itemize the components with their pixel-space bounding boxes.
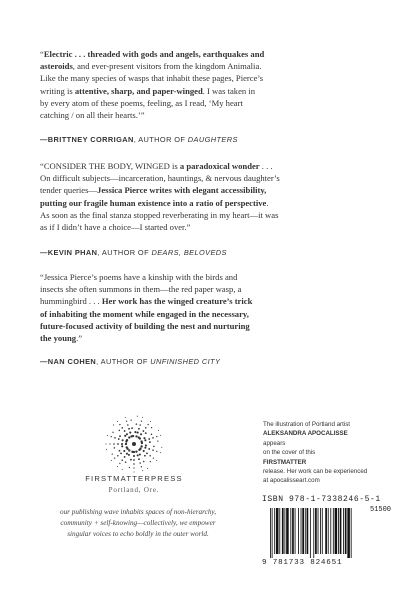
press-name: FIRSTMATTERPRESS	[85, 474, 183, 483]
text-segment: FIRSTMATTER	[263, 458, 307, 466]
logo-dot	[132, 435, 134, 437]
logo-dot	[133, 463, 135, 465]
attribution-brittney-corrigan	[40, 135, 238, 144]
logo-dot	[143, 450, 145, 452]
cover-illustration-credit	[263, 420, 391, 486]
barcode-digits: 9 781733 824651	[262, 559, 343, 567]
text-segment: . I was taken in	[202, 85, 256, 96]
text-segment: as if I didn’t have a choice—I started over.”	[40, 222, 191, 233]
logo-dot	[130, 420, 131, 421]
logo-dot	[126, 439, 128, 441]
logo-dot	[151, 427, 152, 428]
logo-dot	[124, 435, 126, 437]
logo-dot	[128, 454, 130, 456]
logo-dot	[150, 421, 151, 422]
text-segment: future-focused activity of building the nest and nurturing	[40, 320, 250, 331]
barcode-bar	[313, 508, 314, 558]
text-segment: on the cover of this	[263, 449, 316, 457]
text-segment: appears	[263, 439, 286, 447]
logo-dot	[142, 430, 144, 432]
logo-dot	[152, 449, 154, 451]
logo-dot	[112, 432, 113, 433]
text-segment: Like the many species of wasps that inhabit these pages, Pierce’s	[40, 73, 264, 84]
barcode-bar	[318, 508, 319, 554]
attribution-nan-cohen	[40, 357, 220, 366]
text-segment: , and ever-present visitors from the kingdom Animalia.	[72, 61, 262, 72]
logo-dot	[157, 440, 158, 441]
barcode-bar	[335, 508, 338, 554]
logo-dot	[144, 455, 146, 457]
logo-dot	[114, 437, 116, 439]
logo-dot	[140, 445, 142, 447]
barcode-bar	[292, 508, 294, 554]
logo-dot	[121, 459, 123, 461]
text-segment: by every atom of these poems, feeling, as I read, ‘My heart	[40, 97, 243, 108]
logo-dot	[156, 436, 157, 437]
barcode-bar	[305, 508, 306, 554]
logo-dot	[119, 424, 120, 425]
text-segment: .”	[76, 333, 83, 344]
barcode-bar	[284, 508, 285, 554]
blurb-brittney-corrigan	[40, 48, 390, 121]
logo-dot	[142, 470, 143, 471]
text-segment: release. Her work can be experienced	[263, 468, 368, 476]
barcode-bar	[298, 508, 299, 554]
logo-dot	[135, 450, 137, 452]
logo-dot	[126, 433, 128, 435]
text-line	[263, 448, 391, 467]
text-segment: insects she often summons in them—the red paper wasp, a	[40, 284, 242, 295]
barcode-bar	[330, 508, 331, 554]
barcode-bar	[290, 508, 291, 554]
barcode-bar	[301, 508, 302, 554]
logo-dot	[124, 430, 126, 432]
logo-dot	[122, 439, 124, 441]
logo-dot	[147, 468, 148, 469]
isbn-number: ISBN 978-1-7338246-5-1	[262, 495, 381, 504]
barcode-bar	[282, 508, 284, 554]
logo-dot	[136, 423, 138, 425]
logo-dot	[127, 424, 129, 426]
logo-dot	[141, 421, 142, 422]
barcode-bars	[270, 508, 386, 558]
logo-dot	[156, 451, 157, 452]
logo-dot	[123, 450, 125, 452]
logo-dot	[129, 467, 130, 468]
text-line	[40, 85, 390, 97]
logo-dot	[143, 437, 145, 439]
text-segment: The illustration of Portland artist	[263, 421, 351, 428]
logo-dot	[121, 443, 123, 445]
starburst-dot-logo	[105, 415, 163, 473]
logo-dot	[117, 421, 118, 422]
barcode-bar	[310, 508, 311, 558]
barcode-bar	[340, 508, 342, 554]
logo-dot	[125, 443, 127, 445]
logo-dot	[106, 449, 107, 450]
text-segment: “	[40, 49, 44, 59]
text-segment: “CONSIDER THE BODY, WINGED is	[40, 161, 180, 171]
logo-dot	[119, 450, 121, 452]
logo-dot	[140, 433, 142, 435]
logo-dot	[158, 430, 159, 431]
logo-dot	[139, 462, 141, 464]
logo-dot	[128, 428, 130, 430]
text-segment: asteroids	[40, 61, 73, 72]
logo-dot	[145, 427, 147, 429]
logo-dot	[156, 460, 157, 461]
logo-dot	[126, 421, 127, 422]
logo-dot	[120, 452, 122, 454]
attribution-kevin-phan	[40, 248, 227, 257]
logo-dot	[133, 455, 135, 457]
isbn-barcode	[262, 495, 392, 573]
barcode-bar	[279, 508, 280, 554]
attribution-author: —KEVIN PHAN	[40, 248, 98, 257]
barcode-bar	[338, 508, 339, 554]
logo-dot	[139, 453, 141, 455]
text-line	[40, 184, 390, 196]
text-line	[40, 332, 390, 344]
logo-dot	[138, 428, 140, 430]
logo-dot	[141, 466, 142, 467]
barcode-bar	[295, 508, 296, 554]
text-line	[40, 109, 390, 121]
logo-dot	[126, 446, 128, 448]
mission-line: community + self-knowing—collectively, we empower	[60, 519, 216, 527]
text-line	[263, 420, 391, 429]
text-segment: As soon as the final stanza stopped reverberating in my heart—it was	[40, 209, 279, 220]
barcode-bar	[328, 508, 329, 554]
logo-dot	[131, 451, 133, 453]
text-line	[40, 160, 390, 172]
barcode-bar	[347, 508, 350, 558]
text-segment: attentive, sharp, and paper-winged	[74, 85, 203, 96]
logo-dot	[144, 439, 146, 441]
text-segment: catching / on all their hearts.’”	[40, 110, 145, 121]
logo-dot	[139, 424, 141, 426]
text-line	[40, 72, 390, 84]
attribution-prefix: , AUTHOR OF	[97, 248, 152, 257]
logo-dot	[148, 448, 150, 450]
logo-dot	[153, 446, 155, 448]
logo-dot	[142, 417, 143, 418]
logo-dot	[151, 433, 153, 435]
barcode-bar	[345, 508, 347, 554]
logo-dot	[144, 447, 146, 449]
text-segment: ALEKSANDRA APOCALISSE	[263, 430, 348, 438]
attribution-book: DEARS, BELOVEDS	[151, 248, 227, 257]
text-line	[40, 295, 390, 307]
barcode-bar	[272, 508, 273, 558]
barcode-bar	[315, 508, 317, 554]
barcode-bar	[302, 508, 304, 554]
text-segment: Jessica Pierce writes with elegant accessibility,	[97, 185, 267, 196]
logo-dot	[147, 424, 148, 425]
logo-dot	[160, 435, 161, 436]
barcode-bar	[320, 508, 321, 554]
barcode-bar	[351, 508, 352, 558]
logo-dot	[138, 449, 140, 451]
logo-dot	[149, 441, 151, 443]
attribution-author: —BRITTNEY CORRIGAN	[40, 135, 134, 144]
logo-dot	[119, 430, 121, 432]
blurb-kevin-phan	[40, 160, 390, 233]
logo-dot	[133, 471, 134, 472]
logo-dot	[133, 459, 135, 461]
text-segment: a paradoxical wonder	[179, 161, 260, 171]
logo-dot	[149, 455, 151, 457]
text-segment: of inhabiting the moment while engaged in the necessary,	[40, 308, 249, 319]
logo-dot	[128, 449, 130, 451]
logo-dot	[117, 455, 119, 457]
text-segment: On difficult subjects—incarceration, hauntings, & nervous daughter’s	[40, 173, 280, 184]
text-segment: Her work has the winged creature’s trick	[101, 296, 253, 307]
text-line	[40, 308, 390, 320]
attribution-prefix: , AUTHOR OF	[133, 135, 188, 144]
text-line	[40, 97, 390, 109]
logo-dot	[125, 461, 127, 463]
blurb-nan-cohen	[40, 271, 390, 344]
text-line	[40, 172, 390, 184]
attribution-author: —NAN COHEN	[40, 357, 97, 366]
text-line	[40, 209, 390, 221]
barcode-bar	[274, 508, 275, 554]
logo-dot	[111, 436, 112, 437]
mission-line: our publishing wave inhabits spaces of non-hierarchy,	[59, 508, 217, 516]
logo-dot	[145, 444, 147, 446]
logo-dot	[117, 443, 119, 445]
logo-dot	[124, 456, 126, 458]
logo-dot	[128, 436, 130, 438]
logo-dot	[133, 467, 134, 468]
attribution-book: UNFINISHED CITY	[150, 357, 221, 366]
text-line	[40, 221, 390, 233]
text-line	[40, 48, 390, 60]
text-line	[40, 283, 390, 295]
logo-dot	[143, 461, 145, 463]
logo-dot	[118, 438, 120, 440]
logo-dot	[148, 438, 150, 440]
logo-dot	[126, 453, 128, 455]
text-segment: the young	[40, 333, 77, 344]
barcode-bar	[333, 508, 334, 554]
text-line	[40, 60, 390, 72]
logo-dot	[161, 447, 162, 448]
logo-dot	[122, 469, 123, 470]
text-segment: putting our fragile human existence into a ratio of perspective	[40, 197, 267, 208]
logo-dot	[113, 424, 114, 425]
logo-dot	[121, 445, 123, 447]
text-segment: hummingbird . . .	[40, 296, 102, 307]
logo-dot	[135, 435, 137, 437]
text-line	[263, 429, 391, 448]
logo-center-dot	[132, 442, 136, 446]
logo-dot	[145, 432, 147, 434]
text-segment: Electric . . . threaded with gods and angels, earthquakes and	[43, 49, 265, 59]
logo-dot	[112, 453, 113, 454]
logo-dot	[114, 447, 116, 449]
barcode-bar	[325, 508, 327, 554]
text-segment: tender queries—	[40, 185, 98, 196]
logo-dot	[134, 431, 136, 433]
mission-line: singular voices to echo boldly in the outer world.	[67, 530, 209, 538]
attribution-prefix: , AUTHOR OF	[96, 357, 151, 366]
logo-dot	[129, 432, 131, 434]
logo-dot	[131, 427, 133, 429]
logo-dot	[137, 432, 139, 434]
text-segment: writing is	[40, 85, 75, 96]
logo-dot	[150, 461, 151, 462]
logo-dot	[139, 437, 141, 439]
logo-dot	[121, 427, 123, 429]
barcode-bar	[270, 508, 271, 558]
logo-dot	[130, 459, 132, 461]
logo-dot	[125, 417, 126, 418]
text-segment: .	[266, 197, 269, 208]
logo-dot	[109, 443, 110, 444]
logo-dot	[160, 452, 161, 453]
barcode-bar	[307, 508, 309, 554]
barcode-bar	[343, 508, 344, 554]
text-line	[40, 197, 390, 209]
logo-dot	[138, 458, 140, 460]
logo-dot	[146, 452, 148, 454]
barcode-bar	[322, 508, 323, 554]
logo-dot	[113, 443, 115, 445]
logo-dot	[140, 440, 142, 442]
logo-dot	[153, 457, 154, 458]
press-mission-statement	[38, 507, 238, 540]
attribution-book: DAUGHTERS	[187, 135, 238, 144]
price-code: 51500	[370, 506, 392, 514]
logo-dot	[105, 443, 106, 444]
text-line	[40, 320, 390, 332]
text-line	[40, 271, 390, 283]
barcode-bar	[286, 508, 289, 554]
text-segment: at apocalisseart.com	[263, 477, 320, 485]
text-line	[263, 467, 391, 476]
barcode-bar	[276, 508, 279, 554]
text-segment: “Jessica Pierce’s poems have a kinship with the birds and	[40, 272, 238, 282]
logo-dot	[152, 437, 154, 439]
logo-dot	[117, 466, 118, 467]
logo-dot	[137, 454, 139, 456]
logo-dot	[114, 457, 115, 458]
logo-dot	[119, 435, 121, 437]
logo-dot	[107, 435, 108, 436]
press-location: Portland, Ore.	[108, 486, 160, 494]
logo-dot	[119, 463, 120, 464]
logo-dot	[111, 460, 112, 461]
logo-dot	[137, 416, 138, 417]
text-segment: . . .	[259, 161, 273, 171]
text-line	[263, 476, 391, 485]
